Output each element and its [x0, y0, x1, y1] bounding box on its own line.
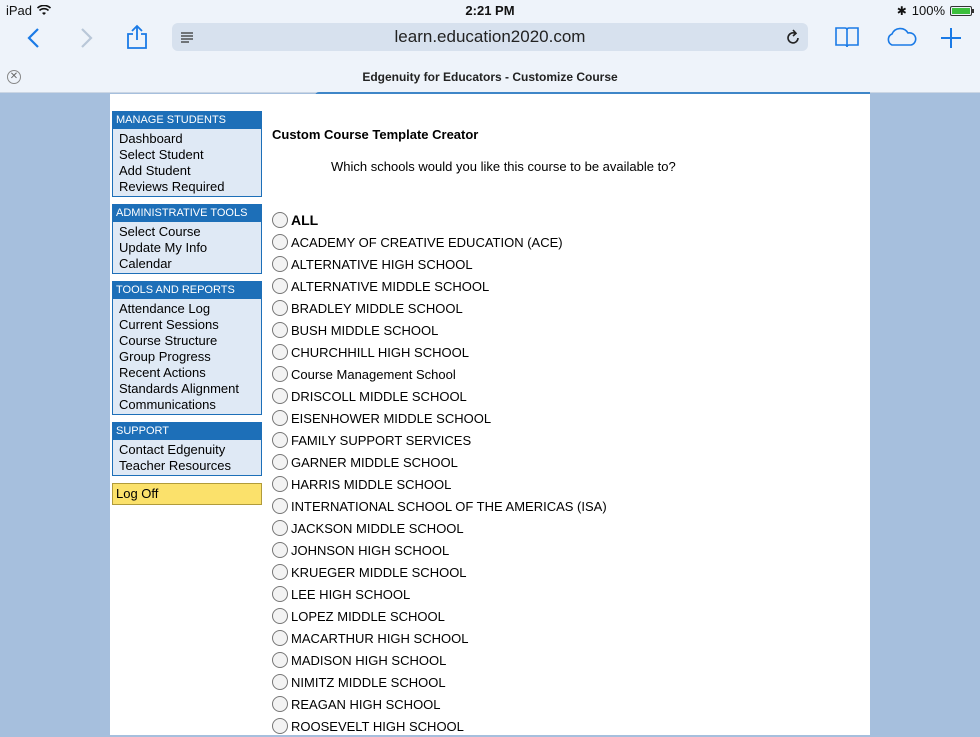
school-checkbox[interactable]: [272, 234, 288, 250]
school-option[interactable]: [272, 297, 862, 319]
school-checkbox[interactable]: [272, 696, 288, 712]
school-label: Course Management School: [291, 366, 456, 382]
log-off-button[interactable]: Log Off: [112, 483, 262, 505]
school-option[interactable]: [272, 253, 862, 275]
school-label: MADISON HIGH SCHOOL: [291, 652, 447, 668]
school-checkbox[interactable]: [272, 564, 288, 580]
page-heading: Custom Course Template Creator: [272, 127, 479, 142]
nav-select-course[interactable]: Select Course: [119, 224, 201, 239]
clock: 2:21 PM: [465, 3, 515, 18]
forward-icon[interactable]: [80, 27, 94, 49]
school-checkbox[interactable]: [272, 498, 288, 514]
school-option[interactable]: [272, 275, 862, 297]
nav-contact-edgenuity[interactable]: Contact Edgenuity: [119, 442, 226, 457]
bluetooth-icon: ✱: [896, 3, 907, 18]
school-checkbox[interactable]: [272, 410, 288, 426]
nav-current-sessions[interactable]: Current Sessions: [119, 317, 219, 332]
school-label: REAGAN HIGH SCHOOL: [291, 696, 441, 712]
school-label: NIMITZ MIDDLE SCHOOL: [291, 674, 446, 690]
school-label: ALTERNATIVE HIGH SCHOOL: [291, 256, 473, 272]
cloud-icon[interactable]: [884, 27, 918, 47]
back-icon[interactable]: [26, 27, 40, 49]
school-option[interactable]: [272, 627, 862, 649]
nav-attendance-log[interactable]: Attendance Log: [119, 301, 211, 316]
panel-header: SUPPORT: [113, 423, 261, 440]
school-label: EISENHOWER MIDDLE SCHOOL: [291, 410, 492, 426]
school-option[interactable]: [272, 385, 862, 407]
new-tab-icon[interactable]: [940, 27, 962, 49]
school-checkbox[interactable]: [272, 212, 288, 228]
school-option[interactable]: [272, 429, 862, 451]
school-label: KRUEGER MIDDLE SCHOOL: [291, 564, 467, 580]
nav-reviews-required[interactable]: Reviews Required: [119, 179, 225, 194]
school-checkbox[interactable]: [272, 278, 288, 294]
school-option[interactable]: [272, 671, 862, 693]
school-checkbox[interactable]: [272, 366, 288, 382]
school-checkbox[interactable]: [272, 520, 288, 536]
status-bar: [0, 0, 980, 20]
panel-header: MANAGE STUDENTS: [113, 112, 261, 129]
device-name: iPad: [6, 3, 33, 18]
panel-header: TOOLS AND REPORTS: [113, 282, 261, 299]
sidebar: [112, 111, 262, 505]
nav-select-student[interactable]: Select Student: [119, 147, 204, 162]
administrative-tools-panel: [112, 204, 262, 274]
nav-standards-alignment[interactable]: Standards Alignment: [119, 381, 239, 396]
school-label: ALL: [291, 212, 319, 228]
reload-icon[interactable]: [786, 29, 800, 45]
nav-recent-actions[interactable]: Recent Actions: [119, 365, 206, 380]
school-label: FAMILY SUPPORT SERVICES: [291, 432, 472, 448]
school-label: GARNER MIDDLE SCHOOL: [291, 454, 458, 470]
school-checkbox[interactable]: [272, 674, 288, 690]
nav-update-my-info[interactable]: Update My Info: [119, 240, 208, 255]
school-checkbox[interactable]: [272, 300, 288, 316]
school-option[interactable]: [272, 319, 862, 341]
nav-course-structure[interactable]: Course Structure: [119, 333, 218, 348]
school-checkbox[interactable]: [272, 432, 288, 448]
page-title: Edgenuity for Educators - Customize Course: [362, 70, 618, 84]
school-checkbox-list: [272, 209, 862, 737]
school-checkbox[interactable]: [272, 586, 288, 602]
school-option[interactable]: [272, 715, 862, 737]
nav-group-progress[interactable]: Group Progress: [119, 349, 211, 364]
battery-percent: 100%: [911, 3, 945, 18]
school-label: BRADLEY MIDDLE SCHOOL: [291, 300, 463, 316]
school-option[interactable]: [272, 583, 862, 605]
nav-add-student[interactable]: Add Student: [119, 163, 191, 178]
school-label: HARRIS MIDDLE SCHOOL: [291, 476, 452, 492]
school-label: ACADEMY OF CREATIVE EDUCATION (ACE): [291, 234, 563, 250]
school-label: BUSH MIDDLE SCHOOL: [291, 322, 439, 338]
school-checkbox[interactable]: [272, 608, 288, 624]
school-checkbox[interactable]: [272, 344, 288, 360]
school-option[interactable]: [272, 363, 862, 385]
book-icon[interactable]: [834, 26, 860, 48]
school-option[interactable]: [272, 341, 862, 363]
battery-icon: [950, 6, 972, 16]
panel-header: ADMINISTRATIVE TOOLS: [113, 205, 261, 222]
manage-students-panel: [112, 111, 262, 197]
school-label: INTERNATIONAL SCHOOL OF THE AMERICAS (ISA): [291, 498, 607, 514]
nav-dashboard[interactable]: Dashboard: [119, 131, 183, 146]
school-label: JOHNSON HIGH SCHOOL: [291, 542, 450, 558]
tools-and-reports-panel: [112, 281, 262, 415]
school-option[interactable]: [272, 693, 862, 715]
school-question: Which schools would you like this course to be available to?: [331, 159, 676, 174]
school-label: JACKSON MIDDLE SCHOOL: [291, 520, 464, 536]
school-option[interactable]: [272, 495, 862, 517]
school-checkbox[interactable]: [272, 454, 288, 470]
school-checkbox[interactable]: [272, 652, 288, 668]
school-label: CHURCHHILL HIGH SCHOOL: [291, 344, 469, 360]
school-checkbox[interactable]: [272, 476, 288, 492]
nav-communications[interactable]: Communications: [119, 397, 216, 412]
school-option[interactable]: [272, 407, 862, 429]
school-label: LEE HIGH SCHOOL: [291, 586, 411, 602]
nav-teacher-resources[interactable]: Teacher Resources: [119, 458, 231, 473]
school-checkbox[interactable]: [272, 630, 288, 646]
school-label: MACARTHUR HIGH SCHOOL: [291, 630, 469, 646]
school-checkbox[interactable]: [272, 542, 288, 558]
url-text: learn.education2020.com: [394, 27, 586, 46]
main-content: [272, 127, 862, 737]
school-option[interactable]: [272, 231, 862, 253]
school-checkbox[interactable]: [272, 388, 288, 404]
school-label: LOPEZ MIDDLE SCHOOL: [291, 608, 445, 624]
school-option[interactable]: [272, 561, 862, 583]
school-checkbox[interactable]: [272, 256, 288, 272]
school-option[interactable]: [272, 473, 862, 495]
school-checkbox[interactable]: [272, 718, 288, 734]
school-option[interactable]: [272, 605, 862, 627]
school-label: ALTERNATIVE MIDDLE SCHOOL: [291, 278, 490, 294]
tab-title-bar: [0, 65, 980, 93]
page-content: [110, 94, 870, 735]
school-checkbox[interactable]: [272, 322, 288, 338]
school-option-all[interactable]: [272, 209, 862, 231]
school-label: DRISCOLL MIDDLE SCHOOL: [291, 388, 467, 404]
close-tab-icon[interactable]: ✕: [7, 70, 21, 84]
address-bar[interactable]: [172, 23, 808, 51]
school-label: ROOSEVELT HIGH SCHOOL: [291, 718, 464, 734]
share-icon[interactable]: [126, 24, 148, 50]
nav-calendar[interactable]: Calendar: [119, 256, 172, 271]
school-option[interactable]: [272, 451, 862, 473]
school-option[interactable]: [272, 649, 862, 671]
school-option[interactable]: [272, 517, 862, 539]
support-panel: [112, 422, 262, 476]
school-option[interactable]: [272, 539, 862, 561]
